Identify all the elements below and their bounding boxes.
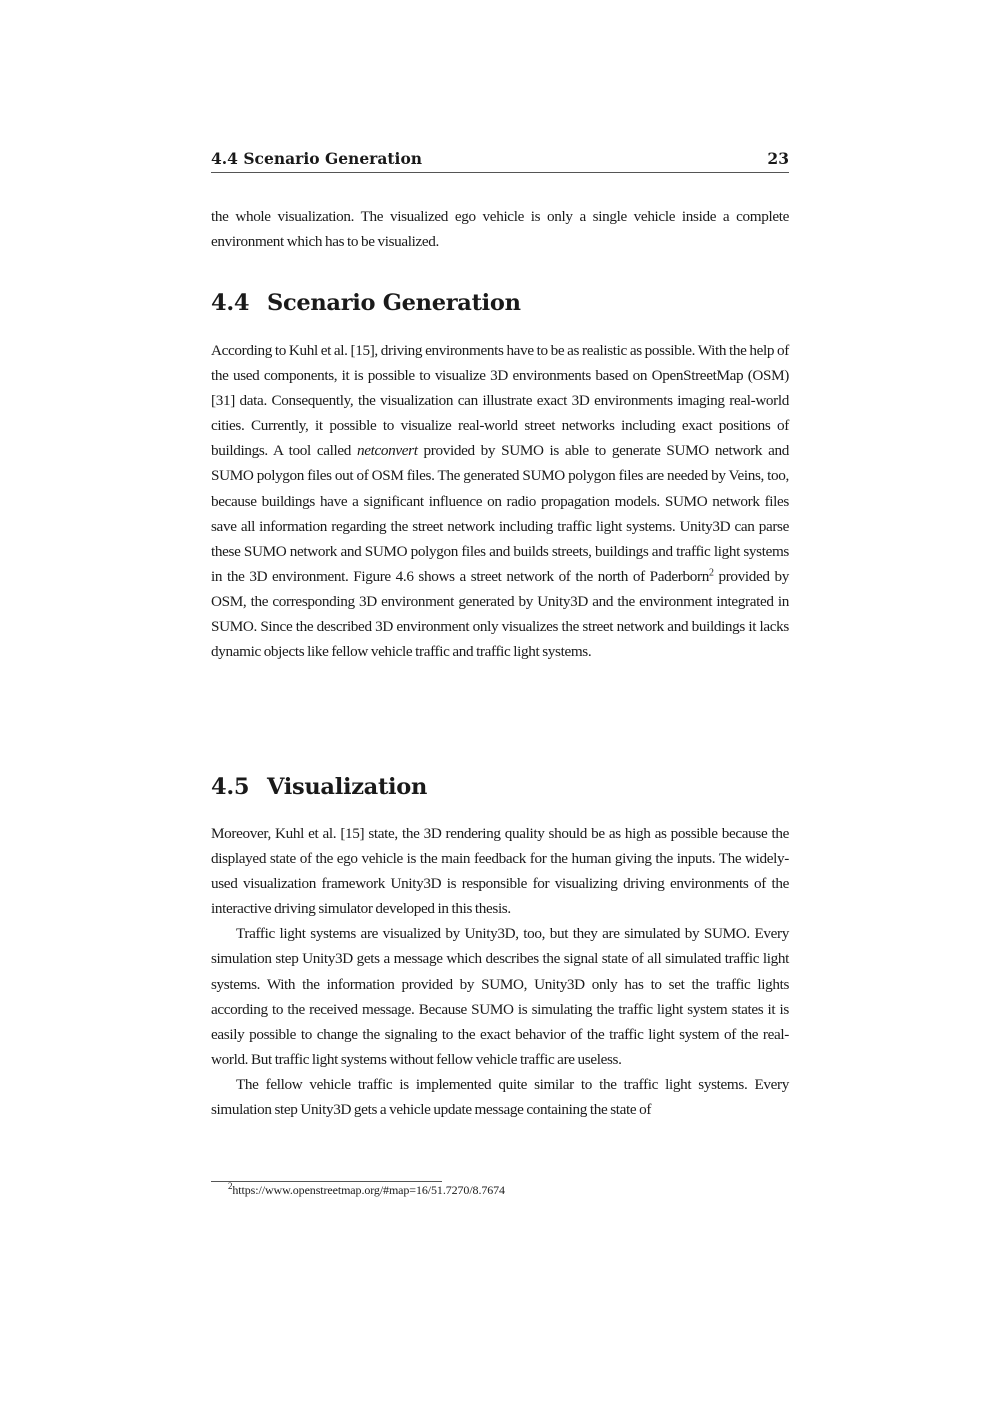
page-number: 23: [767, 149, 789, 168]
footnote: [228, 1183, 505, 1198]
italic-term: netconvert: [356, 442, 418, 460]
paragraph-text: According to Kuhl et al. [15], driving environments have to be as realistic as possible. With the help of the used components, it is possible to visualize 3D environments based on OpenStreetMap (OSM) [31] data. Consequently, the visualization can illustrate exact 3D environments imaging real-world cities. Currently, it possible to visualize real-world street networks including exact positions of buildings. A tool called: [211, 342, 789, 460]
section-4-5-paragraph-3: The fellow vehicle traffic is implemented quite similar to the traffic light systems. Every simulation step Unity3D gets a vehicle update message containing the state of: [211, 1075, 789, 1119]
section-4-4-body: [211, 338, 789, 664]
intro-paragraph-block: [211, 204, 789, 254]
section-4-4-paragraph: [211, 338, 789, 664]
running-header: [211, 148, 789, 173]
footnote-rule: [211, 1181, 442, 1182]
footnote-url[interactable]: https://www.openstreetmap.org/#map=16/51.7270/8.7674: [232, 1183, 505, 1197]
section-heading-4-4: [211, 290, 521, 316]
paragraph-text: provided by OSM, the corresponding 3D environment generated by Unity3D and the environment integrated in SUMO. Since the described 3D environment only visualizes the street network and buildings it lacks dynamic objects like fellow vehicle traffic and traffic light systems.: [211, 567, 790, 661]
section-4-5-paragraph-2: Traffic light systems are visualized by Unity3D, too, but they are simulated by SUMO. Every simulation step Unity3D gets a message which describes the signal state of all simulated traffic light systems. With the information provided by SUMO, Unity3D only has to set the traffic lights according to the received message. Because SUMO is simulating the traffic light system states it is easily possible to change the signaling to the exact behavior of the traffic light system of the real-world. But traffic light systems without fellow vehicle traffic are useless.: [211, 925, 789, 1068]
footnote-marker[interactable]: 2: [708, 567, 714, 579]
section-title: Visualization: [267, 774, 428, 800]
section-heading-4-5: [211, 774, 427, 800]
paragraph-text: provided by SUMO is able to generate SUMO network and SUMO polygon files out of OSM files. The generated SUMO polygon files are needed by Veins, too, because buildings have a significant influence on radio propagation models. SUMO network files save all information regarding the street network including traffic light systems. Unity3D can parse these SUMO network and SUMO polygon files and builds streets, buildings and traffic light systems in the 3D environment. Figure 4.6 shows a street network of the north of Paderborn: [211, 442, 789, 585]
footnote-mark: 2: [228, 1181, 233, 1192]
section-number: 4.4: [211, 290, 250, 316]
section-title: Scenario Generation: [267, 290, 521, 316]
section-4-5-paragraph-1: Moreover, Kuhl et al. [15] state, the 3D rendering quality should be as high as possible because the displayed state of the ego vehicle is the main feedback for the human giving the inputs. The widely-used visualization framework Unity3D is responsible for visualizing driving environments of the interactive driving simulator developed in this thesis.: [211, 825, 789, 918]
section-number: 4.5: [211, 774, 250, 800]
section-4-5-body: [211, 821, 789, 1122]
running-header-title: 4.4 Scenario Generation: [211, 149, 423, 168]
intro-paragraph: the whole visualization. The visualized ego vehicle is only a single vehicle inside a complete environment which has to be visualized.: [211, 208, 789, 251]
